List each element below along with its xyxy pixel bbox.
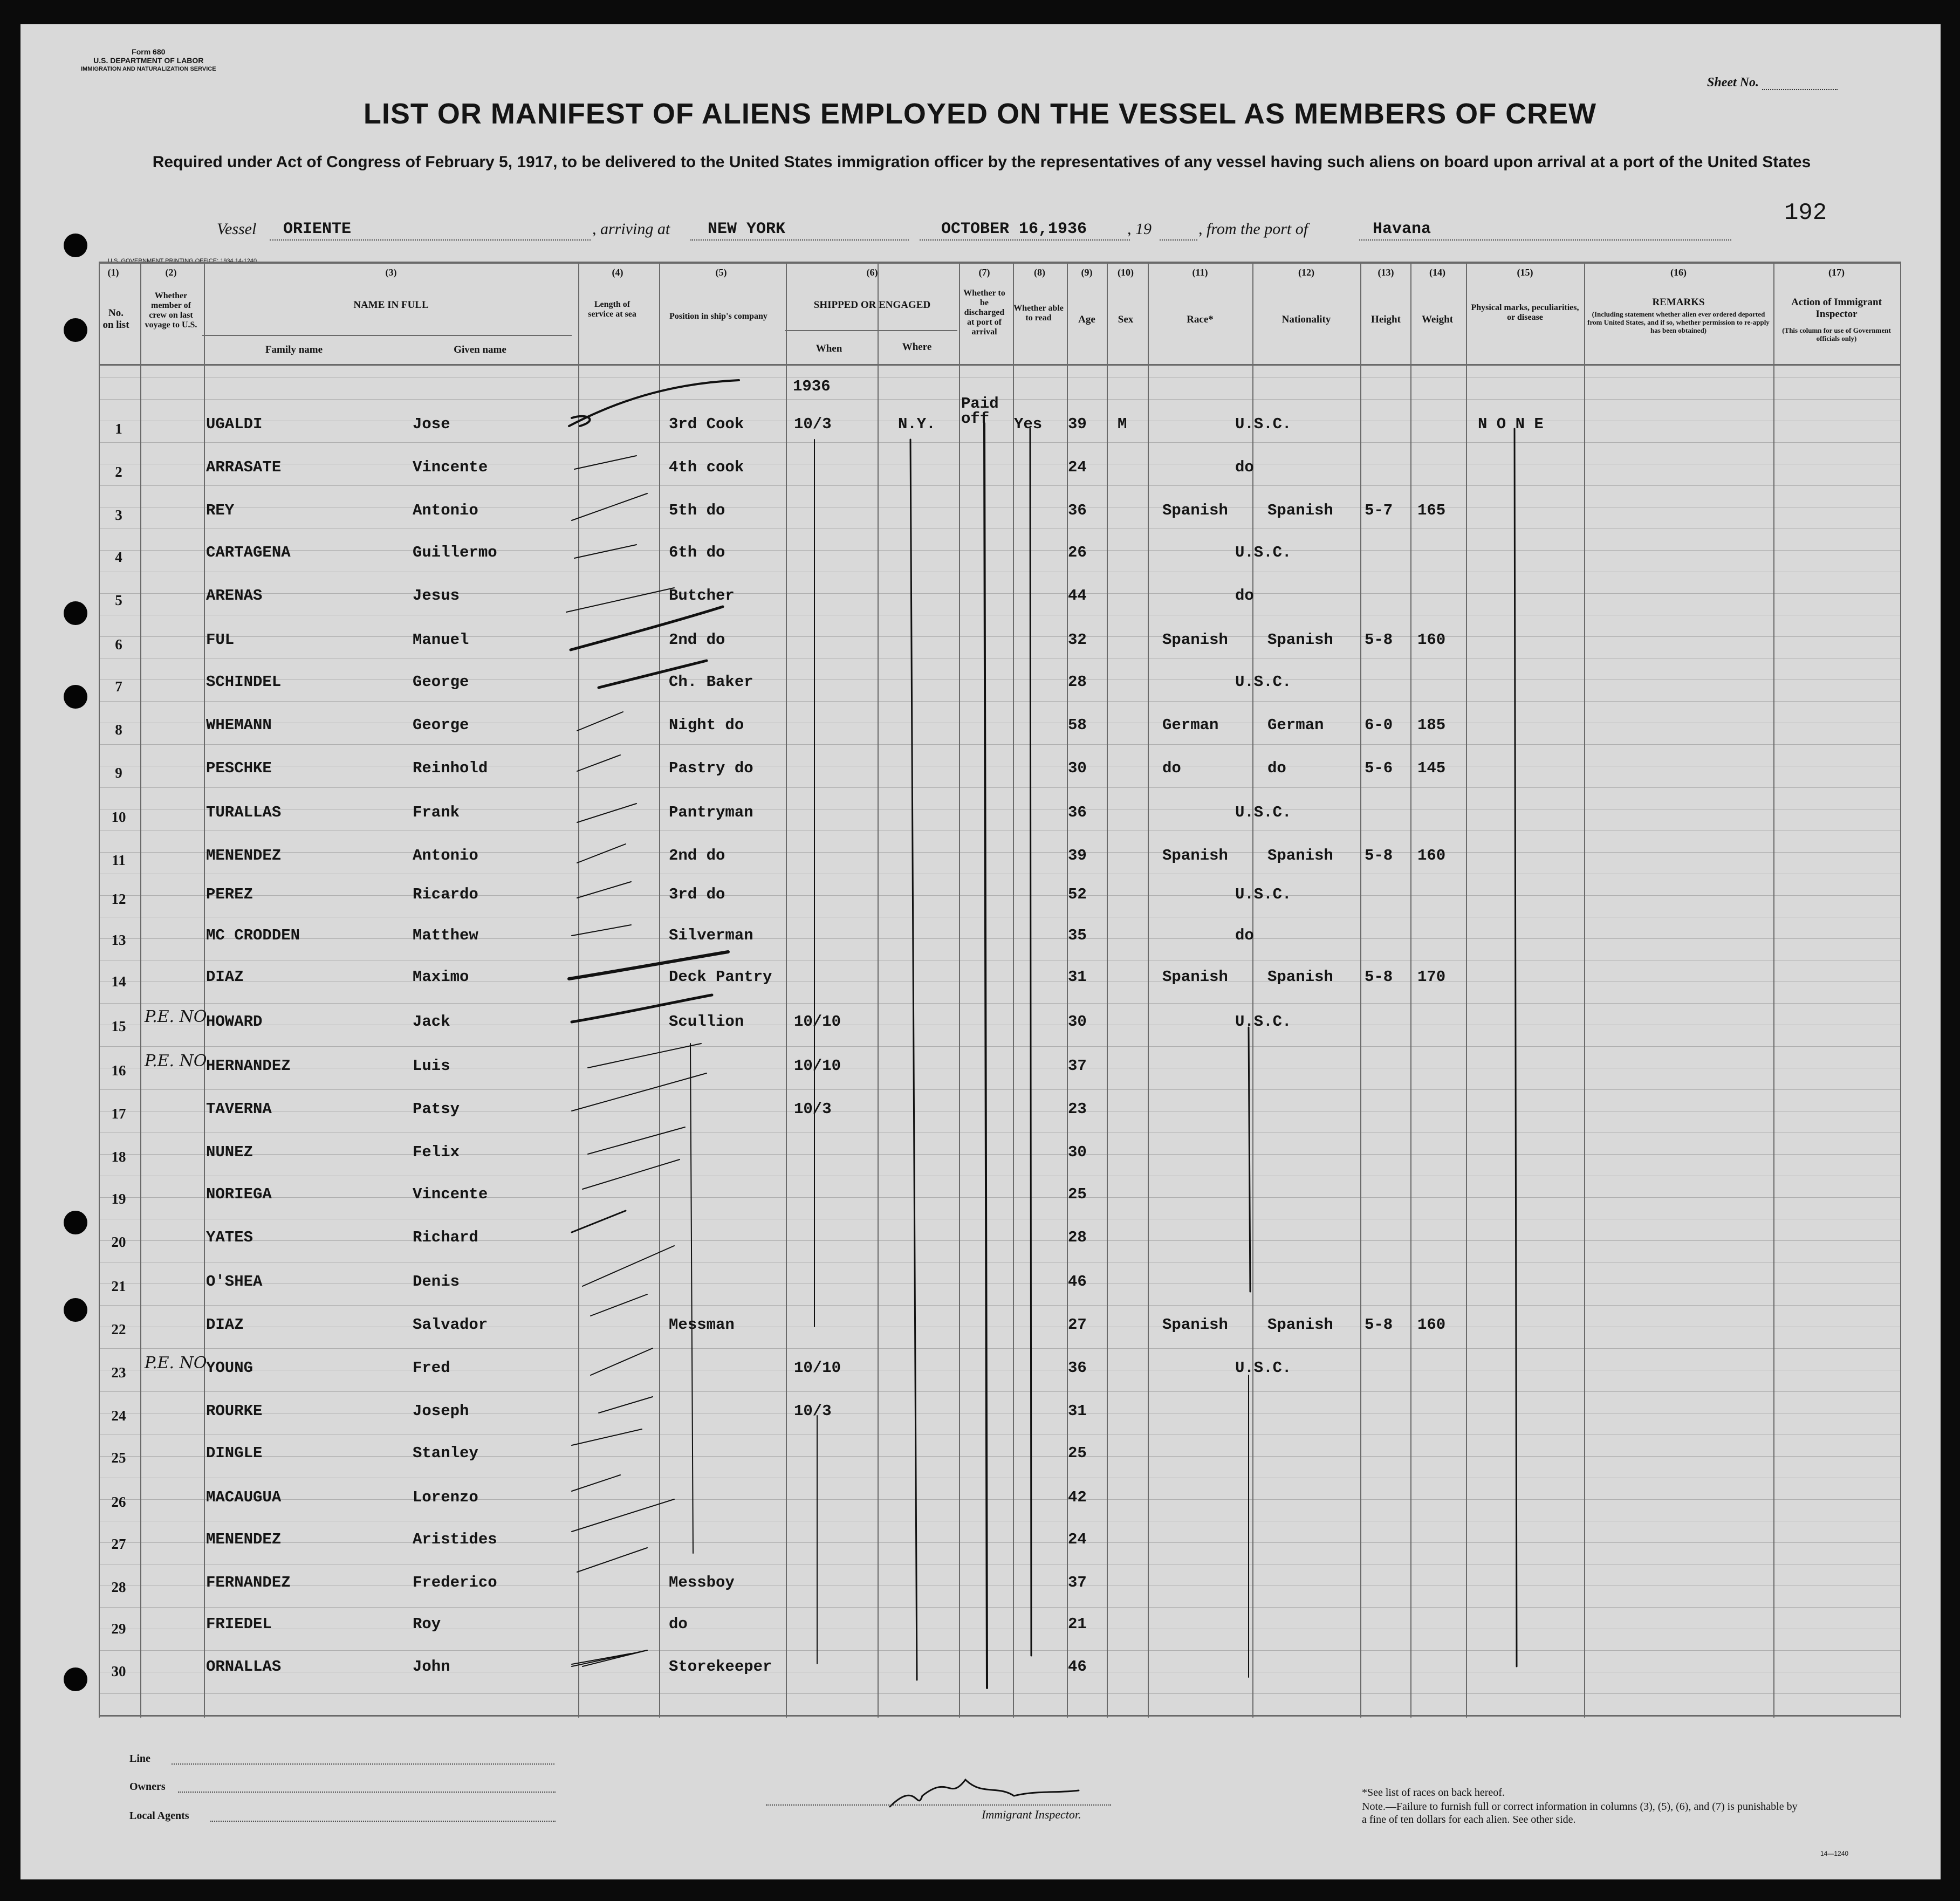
cell-age: 46	[1068, 1273, 1087, 1291]
cell-family: TAVERNA	[206, 1100, 272, 1118]
cell-race: Spanish	[1162, 1316, 1228, 1334]
vessel-label: Vessel	[217, 220, 257, 238]
cell-family: YATES	[206, 1229, 253, 1246]
cell-age: 44	[1068, 587, 1087, 605]
cell-age: 36	[1068, 1359, 1087, 1377]
cell-given: Matthew	[413, 927, 478, 944]
arrival-port: NEW YORK	[708, 220, 786, 238]
col-header-physical-marks: Physical marks, peculiarities, or disease	[1471, 303, 1579, 322]
cell-given: Manuel	[413, 631, 469, 649]
cell-age: 21	[1068, 1615, 1087, 1633]
cell-race: Spanish	[1162, 631, 1228, 649]
cell-given: Fred	[413, 1359, 450, 1377]
cell-weight: 170	[1417, 968, 1446, 986]
cell-position: Messboy	[669, 1574, 735, 1591]
cell-age: 46	[1068, 1658, 1087, 1676]
col-num: (5)	[715, 267, 727, 278]
col-header-read: Whether able to read	[1013, 304, 1064, 322]
cell-age: 36	[1068, 804, 1087, 821]
cell-nationality: Spanish	[1267, 1316, 1333, 1334]
cell-height: 5-8	[1365, 1316, 1393, 1334]
cell-position: 5th do	[669, 502, 725, 519]
cell-nationality: do	[1235, 587, 1254, 605]
cell-nationality: Spanish	[1267, 502, 1333, 519]
race-note: *See list of races on back hereof.	[1362, 1787, 1505, 1799]
cell-given: Frank	[413, 804, 460, 821]
col-header-prev-voyage: Whether member of crew on last voyage to U.S.	[145, 291, 197, 330]
cell-nationality: U.S.C.	[1235, 804, 1292, 821]
cell-position: Scullion	[669, 1013, 744, 1031]
col-header-remarks: REMARKS	[1652, 297, 1705, 308]
cell-no: 3	[115, 507, 122, 523]
cell-family: ARRASATE	[206, 458, 282, 476]
cell-given: Antonio	[413, 847, 478, 864]
cell-no: 19	[111, 1191, 126, 1207]
col-num: (10)	[1118, 267, 1134, 278]
department-name: U.S. DEPARTMENT OF LABOR	[93, 56, 204, 65]
cell-when: 10/10	[794, 1359, 841, 1377]
cell-family: WHEMANN	[206, 716, 272, 734]
cell-given: Maximo	[413, 968, 469, 986]
cell-prev: P.E. NO	[145, 1354, 207, 1372]
cell-family: MENENDEZ	[206, 1531, 282, 1548]
col-num: (9)	[1081, 267, 1093, 278]
cell-when: 10/3	[794, 415, 832, 433]
cell-age: 37	[1068, 1057, 1087, 1075]
cell-given: Roy	[413, 1615, 441, 1633]
cell-age: 30	[1068, 1013, 1087, 1031]
col-header-family-name: Family name	[265, 344, 323, 355]
cell-race: German	[1162, 716, 1219, 734]
cell-weight: 145	[1417, 759, 1446, 777]
cell-age: 39	[1068, 415, 1087, 433]
cell-given: Antonio	[413, 502, 478, 519]
cell-position: Night do	[669, 716, 744, 734]
inspector-label: Immigrant Inspector.	[982, 1808, 1081, 1821]
cell-position: 2nd do	[669, 847, 725, 864]
col-header-sex: Sex	[1118, 314, 1134, 325]
cell-no: 5	[115, 592, 122, 608]
cell-no: 30	[111, 1663, 126, 1679]
col-header-when: When	[815, 343, 842, 354]
footer-owners-label: Owners	[129, 1781, 166, 1793]
col-num: (17)	[1828, 267, 1845, 278]
cell-no: 4	[115, 549, 122, 565]
col-header-name: NAME IN FULL	[353, 299, 429, 311]
cell-nationality: U.S.C.	[1235, 886, 1292, 903]
cell-given: Vincente	[413, 1185, 488, 1203]
cell-family: DINGLE	[206, 1444, 263, 1462]
cell-when: 10/10	[794, 1057, 841, 1075]
cell-nationality: do	[1267, 759, 1286, 777]
cell-nationality: U.S.C.	[1235, 673, 1292, 691]
col-num: (4)	[612, 267, 623, 278]
cell-height: 5-6	[1365, 759, 1393, 777]
vessel-name: ORIENTE	[283, 220, 352, 238]
col-num: (3)	[385, 267, 397, 278]
cell-age: 23	[1068, 1100, 1087, 1118]
cell-race: Spanish	[1162, 968, 1228, 986]
cell-nationality: U.S.C.	[1235, 415, 1292, 433]
cell-height: 5-8	[1365, 631, 1393, 649]
col-num: (13)	[1378, 267, 1394, 278]
cell-no: 28	[111, 1579, 126, 1595]
cell-family: FRIEDEL	[206, 1615, 272, 1633]
cell-given: John	[413, 1658, 450, 1676]
cell-no: 24	[111, 1408, 126, 1424]
cell-age: 24	[1068, 458, 1087, 476]
cell-no: 2	[115, 464, 122, 480]
cell-age: 25	[1068, 1185, 1087, 1203]
col-num: (2)	[165, 267, 177, 278]
cell-age: 37	[1068, 1574, 1087, 1591]
footer-line-field	[172, 1763, 554, 1765]
cell-height: 6-0	[1365, 716, 1393, 734]
cell-no: 23	[111, 1364, 126, 1381]
cell-position: Pastry do	[669, 759, 753, 777]
cell-given: George	[413, 716, 469, 734]
cell-family: HERNANDEZ	[206, 1057, 291, 1075]
cell-given: Guillermo	[413, 544, 497, 561]
cell-position: Messman	[669, 1316, 735, 1334]
col-num: (16)	[1670, 267, 1687, 278]
cell-given: Reinhold	[413, 759, 488, 777]
cell-no: 12	[111, 891, 126, 907]
sheet-no-label: Sheet No.	[1707, 76, 1759, 90]
cell-age: 24	[1068, 1531, 1087, 1548]
inspector-signature-line	[766, 1804, 1111, 1806]
cell-age: 39	[1068, 847, 1087, 864]
col-num: (11)	[1192, 267, 1208, 278]
cell-given: Lorenzo	[413, 1488, 478, 1506]
cell-age: 25	[1068, 1444, 1087, 1462]
cell-age: 26	[1068, 544, 1087, 561]
from-port-label: , from the port of	[1198, 220, 1308, 238]
cell-no: 26	[111, 1494, 126, 1510]
cell-nationality: German	[1267, 716, 1324, 734]
cell-no: 7	[115, 678, 122, 695]
cell-family: REY	[206, 502, 235, 519]
cell-position: Silverman	[669, 927, 753, 944]
col-header-given-name: Given name	[454, 344, 506, 355]
cell-nationality: do	[1235, 458, 1254, 476]
cell-family: HOWARD	[206, 1013, 263, 1031]
cell-given: Jose	[413, 415, 450, 433]
cell-weight: 160	[1417, 631, 1446, 649]
cell-no: 29	[111, 1621, 126, 1637]
col-header-weight: Weight	[1421, 314, 1454, 325]
cell-family: UGALDI	[206, 415, 263, 433]
cell-family: ROURKE	[206, 1402, 263, 1420]
cell-when: 10/10	[794, 1013, 841, 1031]
cell-family: CARTAGENA	[206, 544, 291, 561]
cell-family: MACAUGUA	[206, 1488, 282, 1506]
form-number: Form 680	[132, 47, 166, 56]
cell-given: Patsy	[413, 1100, 460, 1118]
cell-age: 28	[1068, 1229, 1087, 1246]
col-num: (7)	[978, 267, 990, 278]
col-header-height: Height	[1371, 314, 1401, 325]
cell-position: Ch. Baker	[669, 673, 753, 691]
cell-position: Deck Pantry	[669, 968, 772, 986]
cell-weight: 165	[1417, 502, 1446, 519]
col-header-discharged: Whether to be discharged at port of arrival	[963, 289, 1005, 337]
cell-no: 9	[115, 765, 122, 781]
cell-given: Richard	[413, 1229, 478, 1246]
page-number: 192	[1784, 200, 1827, 227]
col-num: (8)	[1034, 267, 1045, 278]
cell-read: Yes	[1014, 415, 1043, 433]
departure-port: Havana	[1373, 220, 1431, 238]
col-header-shipped: SHIPPED OR ENGAGED	[813, 299, 931, 311]
cell-age: 30	[1068, 759, 1087, 777]
form-code: 14—1240	[1820, 1850, 1849, 1857]
cell-no: 25	[111, 1450, 126, 1466]
cell-no: 27	[111, 1536, 126, 1552]
cell-family: O'SHEA	[206, 1273, 263, 1291]
cell-nationality: Spanish	[1267, 631, 1333, 649]
cell-position: 2nd do	[669, 631, 725, 649]
cell-no: 20	[111, 1234, 126, 1250]
cell-age: 27	[1068, 1316, 1087, 1334]
footer-agents-label: Local Agents	[129, 1810, 189, 1822]
col-header-position: Position in ship's company	[669, 312, 767, 321]
cell-no: 11	[112, 852, 126, 868]
cell-race: Spanish	[1162, 502, 1228, 519]
cell-when: 10/3	[794, 1100, 832, 1118]
cell-age: 30	[1068, 1143, 1087, 1161]
cell-position: do	[669, 1615, 688, 1633]
cell-height: 5-8	[1365, 847, 1393, 864]
cell-when: 10/3	[794, 1402, 832, 1420]
col-header-inspector-action: Action of Immigrant Inspector	[1791, 297, 1882, 320]
cell-nationality: U.S.C.	[1235, 544, 1292, 561]
cell-age: 35	[1068, 927, 1087, 944]
cell-no: 1	[115, 421, 122, 437]
cell-position: Storekeeper	[669, 1658, 772, 1676]
cell-family: PEREZ	[206, 886, 253, 903]
col-header-nationality: Nationality	[1281, 314, 1331, 325]
cell-nationality: U.S.C.	[1235, 1359, 1292, 1377]
cell-no: 21	[111, 1278, 126, 1294]
cell-weight: 185	[1417, 716, 1446, 734]
cell-family: MENENDEZ	[206, 847, 282, 864]
cell-nationality: Spanish	[1267, 968, 1333, 986]
cell-no: 15	[111, 1018, 126, 1034]
footer-agents-field	[210, 1821, 556, 1822]
cell-family: YOUNG	[206, 1359, 253, 1377]
col-num: (15)	[1517, 267, 1533, 278]
cell-position: 3rd Cook	[669, 415, 744, 433]
col-num: (1)	[107, 267, 119, 278]
cell-given: Frederico	[413, 1574, 497, 1591]
cell-given: Jack	[413, 1013, 450, 1031]
cell-family: FERNANDEZ	[206, 1574, 291, 1591]
cell-given: George	[413, 673, 469, 691]
cell-discharged: Paid off	[961, 395, 999, 428]
arriving-label: , arriving at	[592, 220, 670, 238]
cell-given: Luis	[413, 1057, 450, 1075]
cell-family: DIAZ	[206, 1316, 244, 1334]
service-name: IMMIGRATION AND NATURALIZATION SERVICE	[81, 66, 216, 72]
cell-family: NORIEGA	[206, 1185, 272, 1203]
cell-no: 17	[111, 1106, 126, 1122]
cell-no: 10	[111, 809, 126, 825]
arrival-date: OCTOBER 16,1936	[941, 220, 1087, 238]
cell-family: FUL	[206, 631, 235, 649]
footer-line-label: Line	[129, 1753, 150, 1765]
cell-no: 22	[111, 1321, 126, 1337]
cell-no: 14	[111, 973, 126, 990]
cell-family: MC CRODDEN	[206, 927, 300, 944]
cell-weight: 160	[1417, 847, 1446, 864]
cell-family: SCHINDEL	[206, 673, 282, 691]
col-num: (14)	[1429, 267, 1445, 278]
cell-given: Joseph	[413, 1402, 469, 1420]
cell-position: Pantryman	[669, 804, 753, 821]
cell-age: 36	[1068, 502, 1087, 519]
cell-age: 32	[1068, 631, 1087, 649]
cell-nationality: U.S.C.	[1235, 1013, 1292, 1031]
cell-no: 8	[115, 722, 122, 738]
cell-family: ARENAS	[206, 587, 263, 605]
cell-nationality: do	[1235, 927, 1254, 944]
footer-owners-field	[178, 1792, 556, 1793]
page-title: LIST OR MANIFEST OF ALIENS EMPLOYED ON THE VESSEL AS MEMBERS OF CREW	[363, 98, 1597, 130]
cell-position: 6th do	[669, 544, 725, 561]
year-label: , 19	[1127, 220, 1152, 238]
col-header-inspector-note: (This column for use of Government officials only)	[1782, 326, 1891, 342]
cell-sex: M	[1118, 415, 1127, 433]
cell-family: DIAZ	[206, 968, 244, 986]
cell-family: ORNALLAS	[206, 1658, 282, 1676]
col-num: (6)	[866, 267, 878, 278]
col-header-race: Race*	[1187, 314, 1214, 325]
cell-nationality: Spanish	[1267, 847, 1333, 864]
cell-prev: P.E. NO	[145, 1052, 207, 1070]
cell-age: 31	[1068, 968, 1087, 986]
cell-marks: N O N E	[1478, 415, 1544, 433]
cell-family: PESCHKE	[206, 759, 272, 777]
cell-age: 42	[1068, 1488, 1087, 1506]
col-num: (12)	[1298, 267, 1314, 278]
col-header-remarks-note: (Including statement whether alien ever ordered deported from United States, and if so, whether permission to re-apply has been obtained)	[1587, 310, 1770, 334]
cell-age: 58	[1068, 716, 1087, 734]
cell-position: Butcher	[669, 587, 735, 605]
cell-position: 3rd do	[669, 886, 725, 903]
cell-no: 18	[111, 1149, 126, 1165]
cell-given: Ricardo	[413, 886, 478, 903]
cell-family: TURALLAS	[206, 804, 282, 821]
cell-given: Stanley	[413, 1444, 478, 1462]
cell-given: Felix	[413, 1143, 460, 1161]
cell-age: 52	[1068, 886, 1087, 903]
cell-age: 31	[1068, 1402, 1087, 1420]
cell-given: Aristides	[413, 1531, 497, 1548]
printing-office: U.S. GOVERNMENT PRINTING OFFICE: 1934 14-1240	[108, 258, 257, 264]
cell-given: Jesus	[413, 587, 460, 605]
cell-no: 13	[111, 932, 126, 948]
cell-family: NUNEZ	[206, 1143, 253, 1161]
col-header-where: Where	[902, 341, 932, 353]
col-header-service-length: Length of service at sea	[588, 300, 636, 319]
cell-weight: 160	[1417, 1316, 1446, 1334]
col-header-age: Age	[1078, 314, 1095, 325]
cell-no: 16	[111, 1062, 126, 1079]
cell-age: 28	[1068, 673, 1087, 691]
shipped-year: 1936	[793, 378, 831, 395]
page-subtitle: Required under Act of Congress of February 5, 1917, to be delivered to the United States immigration officer by the representatives of any vessel having such aliens on board upon arrival at a port of the United States	[152, 153, 1811, 171]
cell-position: 4th cook	[669, 458, 744, 476]
cell-height: 5-7	[1365, 502, 1393, 519]
cell-race: do	[1162, 759, 1181, 777]
cell-given: Salvador	[413, 1316, 488, 1334]
cell-no: 6	[115, 636, 122, 653]
cell-given: Denis	[413, 1273, 460, 1291]
cell-height: 5-8	[1365, 968, 1393, 986]
cell-prev: P.E. NO	[145, 1007, 207, 1026]
cell-where: N.Y.	[898, 415, 936, 433]
col-header-no: No. on list	[102, 307, 129, 331]
cell-given: Vincente	[413, 458, 488, 476]
penalty-note: Note.—Failure to furnish full or correct information in columns (3), (5), (6), and (7) is punishable by a fine of ten dollars for each alien. See other side.	[1362, 1801, 1798, 1825]
cell-race: Spanish	[1162, 847, 1228, 864]
